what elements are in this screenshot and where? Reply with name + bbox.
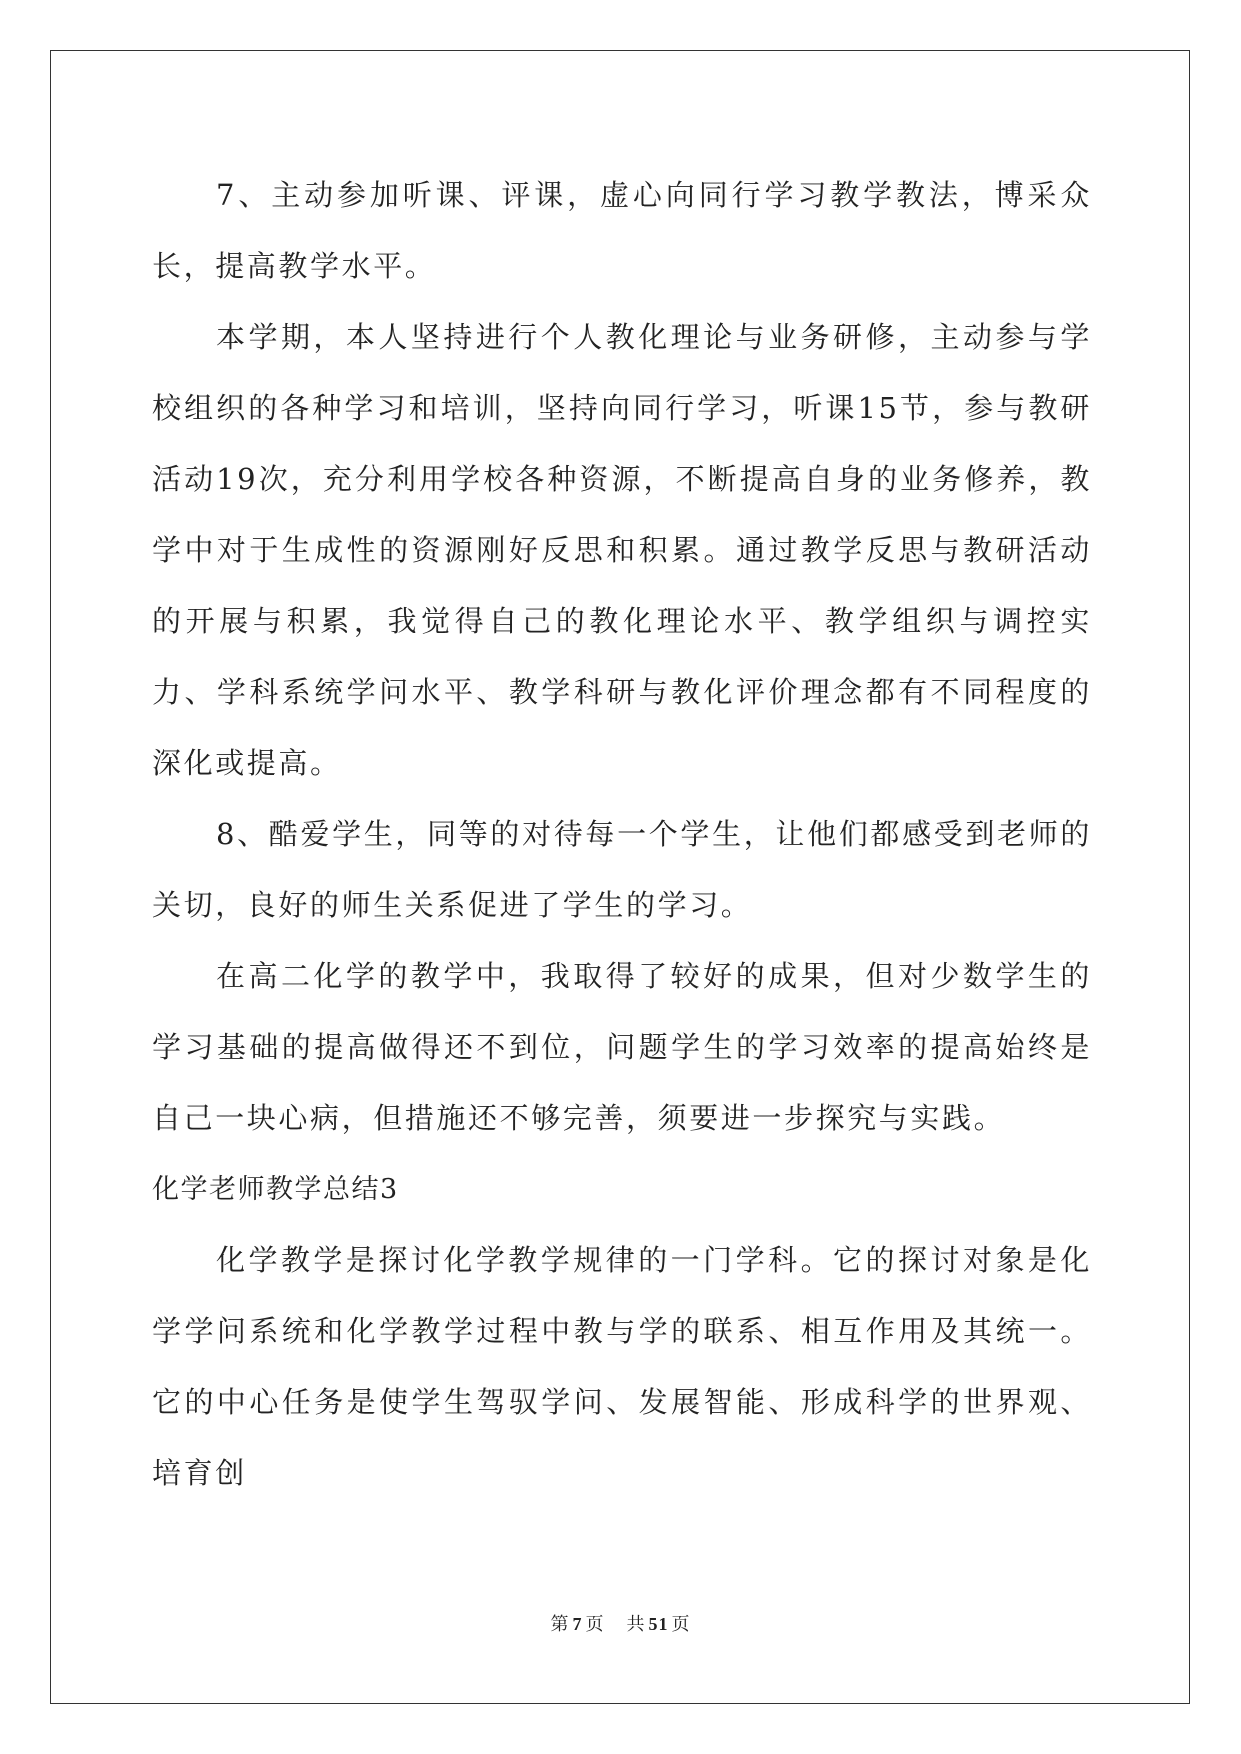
- footer-page-suffix: 页: [585, 1614, 605, 1635]
- page-footer: [0, 1610, 1241, 1636]
- paragraph-grade-summary: 在高二化学的教学中，我取得了较好的成果，但对少数学生的学习基础的提高做得还不到位，问题学生的学习效率的提高始终是自己一块心病，但措施还不够完善，须要进一步探究与实践。: [152, 959, 1092, 1135]
- page-number: 7: [572, 1614, 583, 1634]
- paragraph-semester-summary: 本学期，本人坚持进行个人教化理论与业务研修，主动参与学校组织的各种学习和培训，坚持向同行学习，听课15节，参与教研活动19次，充分利用学校各种资源，不断提高自身的业务修养，教学中对于生成性的资源刚好反思和积累。通过教学反思与教研活动的开展与积累，我觉得自己的教化理论水平、教学组织与调控实力、学科系统学问水平、教学科研与教化评价理念都有不同程度的深化或提高。: [152, 320, 1092, 780]
- total-pages: 51: [648, 1614, 669, 1634]
- paragraph-item-8: 8、酷爱学生，同等的对待每一个学生，让他们都感受到老师的关切，良好的师生关系促进了学生的学习。: [152, 817, 1092, 922]
- footer-prefix: 第: [550, 1614, 570, 1635]
- footer-total-suffix: 页: [671, 1614, 691, 1635]
- footer-total-prefix: 共: [626, 1614, 646, 1635]
- paragraph-item-7: 7、主动参加听课、评课，虚心向同行学习教学教法，博采众长，提高教学水平。: [152, 178, 1092, 283]
- paragraph-chemistry-teaching: 化学教学是探讨化学教学规律的一门学科。它的探讨对象是化学学问系统和化学教学过程中教与学的联系、相互作用及其统一。它的中心任务是使学生驾驭学问、发展智能、形成科学的世界观、培育创: [152, 1243, 1092, 1490]
- section-heading: 化学老师教学总结3: [152, 1174, 399, 1205]
- document-body: [152, 160, 1092, 1509]
